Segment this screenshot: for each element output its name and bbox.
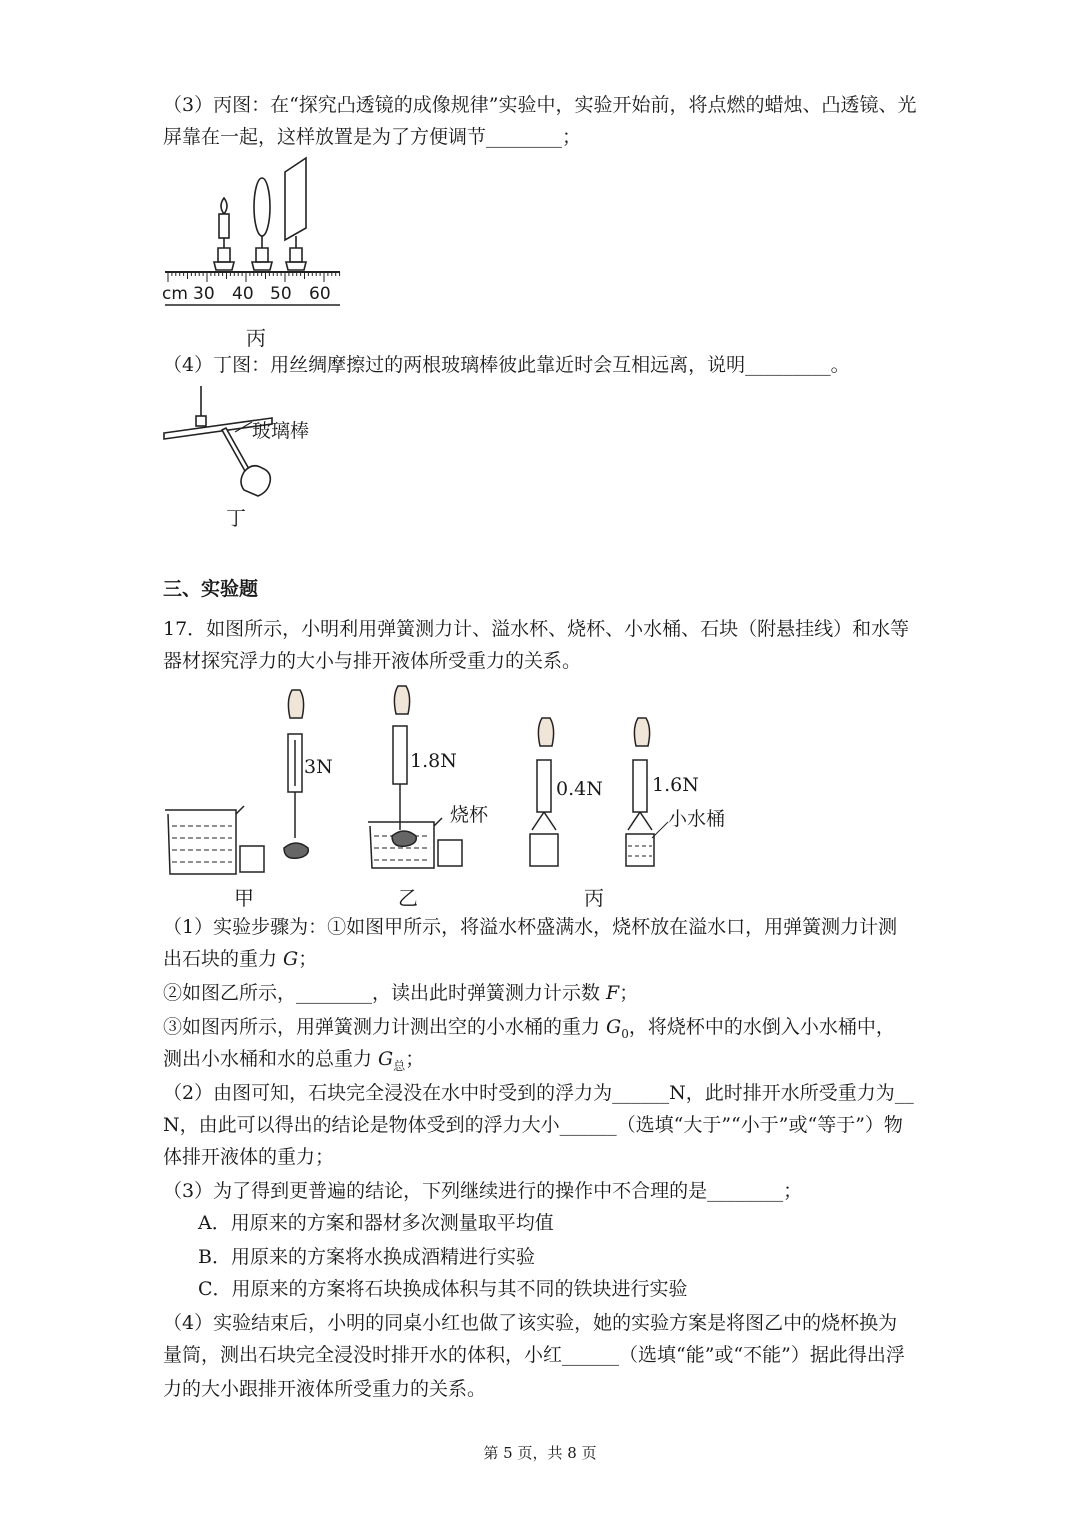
reading-bing-full: 1.6N — [652, 774, 699, 796]
q3-line2: 屏靠在一起，这样放置是为了方便调节________； — [163, 126, 582, 148]
q2-line1: （2）由图可知，石块完全浸没在水中时受到的浮力为______N，此时排开水所受重力为__ — [163, 1082, 914, 1104]
option-b: B．用原来的方案将水换成酒精进行实验 — [198, 1246, 535, 1268]
stone-yi-icon — [392, 831, 416, 846]
full-bucket-icon — [626, 834, 654, 866]
ruler-tick-40: 40 — [232, 284, 254, 304]
q3-line1: （3）丙图：在“探究凸透镜的成像规律”实验中，实验开始前，将点燃的蜡烛、凸透镜、光 — [163, 94, 917, 116]
step3-line2: 测出小水桶和水的总重力 $G_总$； — [163, 1048, 425, 1073]
step2-line: ②如图乙所示，________，读出此时弹簧测力计示数 F； — [163, 982, 639, 1004]
q2-line2: N，由此可以得出的结论是物体受到的浮力大小______（选填“大于”“小于”或“等于”）物 — [163, 1114, 903, 1136]
beaker-yi-icon — [438, 840, 462, 866]
q17-line2: 器材探究浮力的大小与排开液体所受重力的关系。 — [163, 650, 582, 672]
figure-bing-caption: 丙 — [246, 326, 266, 350]
spring-scale-bing-empty-icon — [532, 718, 556, 830]
beaker-jia-icon — [240, 846, 264, 872]
ruler-tick-30: 30 — [193, 284, 215, 304]
ruler-tick-50: 50 — [270, 284, 292, 304]
ruler-unit: cm — [162, 284, 188, 304]
stone-jia-icon — [284, 843, 308, 858]
figure-ding-caption: 丁 — [226, 506, 246, 530]
reading-jia: 3N — [304, 756, 333, 778]
q4b-line1: （4）实验结束后，小明的同桌小红也做了该实验，她的实验方案是将图乙中的烧杯换为 — [163, 1312, 898, 1334]
caption-yi: 乙 — [398, 886, 418, 910]
step1-line1: （1）实验步骤为：①如图甲所示，将溢水杯盛满水，烧杯放在溢水口，用弹簧测力计测 — [163, 916, 898, 938]
spring-scale-jia-icon — [288, 690, 304, 838]
option-c: C．用原来的方案将石块换成体积与其不同的铁块进行实验 — [198, 1278, 688, 1300]
q4-line1: （4）丁图：用丝绸摩擦过的两根玻璃棒彼此靠近时会互相远离，说明_________。 — [163, 354, 850, 376]
ruler-tick-60: 60 — [309, 284, 331, 304]
reading-bing-empty: 0.4N — [556, 778, 603, 800]
section-title: 三、实验题 — [163, 578, 259, 600]
caption-bing: 丙 — [584, 886, 604, 910]
q3b-line1: （3）为了得到更普遍的结论，下列继续进行的操作中不合理的是________； — [163, 1180, 803, 1202]
step1-line2: 出石块的重力 G； — [163, 948, 318, 970]
bucket-label: 小水桶 — [668, 808, 726, 830]
step3-line1: ③如图丙所示，用弹簧测力计测出空的小水桶的重力 $G_0$，将烧杯中的水倒入小水桶中， — [163, 1016, 895, 1041]
reading-yi: 1.8N — [410, 750, 457, 772]
empty-bucket-icon — [530, 834, 558, 866]
glass-rod-label: 玻璃棒 — [252, 420, 310, 442]
q2-line3: 体排开液体的重力； — [163, 1146, 335, 1168]
option-a: A．用原来的方案和器材多次测量取平均值 — [198, 1212, 554, 1234]
spring-scale-yi-icon — [393, 686, 410, 830]
q17-line1: 17．如图所示，小明利用弹簧测力计、溢水杯、烧杯、小水桶、石块（附悬挂线）和水等 — [163, 618, 910, 640]
spring-scale-bing-full-icon — [628, 718, 652, 830]
q4b-line3: 力的大小跟排开液体所受重力的关系。 — [163, 1378, 487, 1400]
caption-jia: 甲 — [234, 886, 254, 910]
overflow-cup-jia-icon — [165, 806, 244, 874]
beaker-label: 烧杯 — [450, 804, 489, 826]
page-footer: 第 5 页，共 8 页 — [483, 1444, 597, 1462]
q4b-line2: 量筒，测出石块完全浸没时排开水的体积，小红______（选填“能”或“不能”）据此得出浮 — [163, 1344, 905, 1366]
